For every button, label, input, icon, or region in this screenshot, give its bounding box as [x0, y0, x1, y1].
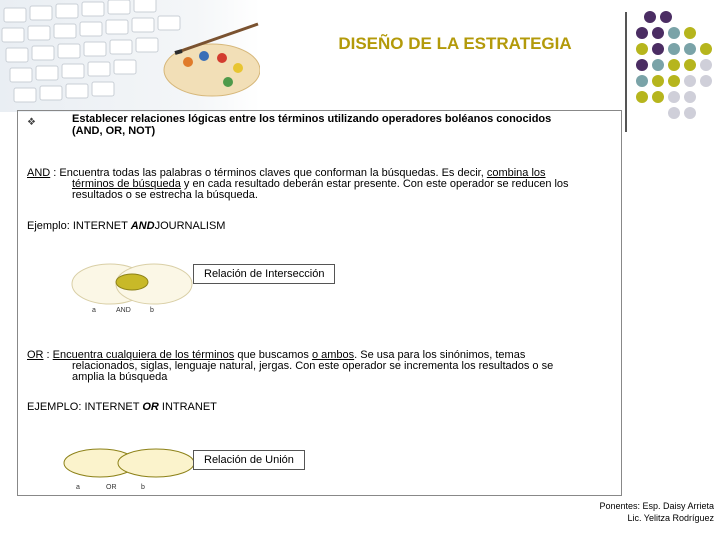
and-line-2: y en cada resultado deberán estar presente. Con este operador se reducen los: [180, 178, 569, 190]
dot: [668, 59, 680, 71]
vertical-divider: [625, 12, 627, 132]
or-line-1-end: . Se usa para los sinónimos, temas: [354, 349, 526, 361]
footer-line-1: Ponentes: Esp. Daisy Arrieta: [599, 501, 714, 511]
dot: [684, 107, 696, 119]
union-label-a: a: [76, 484, 80, 491]
and-example-prefix: Ejemplo: INTERNET: [27, 220, 131, 232]
intro-line-1: Establecer relaciones lógicas entre los términos utilizando operadores boléanos conocidos: [72, 113, 552, 125]
dot: [700, 59, 712, 71]
separator: :: [50, 167, 60, 179]
dot: [636, 27, 648, 39]
and-example-operator: AND: [130, 220, 155, 232]
dot: [652, 43, 664, 55]
dot: [668, 75, 680, 87]
footer-line-2: Lic. Yelitza Rodríguez: [627, 513, 714, 523]
or-description: [27, 350, 617, 383]
union-label-b: b: [141, 484, 145, 491]
and-line-1: Encuentra todas las palabras o términos claves que conforman la búsquedas. Es decir,: [59, 167, 487, 179]
and-term: AND: [27, 167, 51, 179]
dot: [644, 11, 656, 23]
union-label-or: OR: [106, 484, 117, 491]
or-line-3: amplia la búsqueda: [72, 371, 168, 383]
dot: [668, 107, 680, 119]
or-line-2: relacionados, siglas, lenguaje natural, jergas. Con este operador se incrementa los resultados o se: [72, 360, 554, 372]
diamond-bullet-icon: ❖: [27, 117, 36, 128]
dot: [684, 27, 696, 39]
intro-line-2: (AND, OR, NOT): [72, 125, 156, 137]
and-description: [27, 168, 617, 201]
dot: [636, 59, 648, 71]
dot: [700, 75, 712, 87]
or-line-1-underlined: Encuentra cualquiera de los términos: [52, 349, 235, 361]
venn-union-b: [118, 449, 194, 477]
and-line-1-underlined: combina los: [486, 167, 546, 179]
dot: [660, 11, 672, 23]
dot: [684, 75, 696, 87]
dot: [652, 75, 664, 87]
dot: [652, 59, 664, 71]
dot: [668, 43, 680, 55]
dot: [684, 91, 696, 103]
dot: [636, 75, 648, 87]
and-example-suffix: JOURNALISM: [154, 220, 226, 232]
union-label-box: Relación de Unión: [193, 450, 305, 470]
dot: [668, 91, 680, 103]
intro-text: [72, 113, 602, 137]
or-line-1-underlined-2: o ambos: [311, 349, 355, 361]
dot: [700, 43, 712, 55]
union-venn-diagram: [60, 446, 200, 480]
intersection-venn-diagram: [66, 262, 198, 306]
or-example-operator: OR: [142, 401, 159, 413]
and-line-3: resultados o se estrecha la búsqueda.: [72, 189, 258, 201]
dot: [668, 27, 680, 39]
dot-grid-decoration: [634, 8, 718, 120]
dot: [636, 91, 648, 103]
separator: :: [43, 349, 53, 361]
dot: [684, 59, 696, 71]
or-term: OR: [27, 349, 44, 361]
venn-label-a: a: [92, 307, 96, 314]
and-example: [27, 221, 225, 232]
or-example-prefix: EJEMPLO: INTERNET: [27, 401, 143, 413]
dot: [684, 43, 696, 55]
page-title: DISEÑO DE LA ESTRATEGIA: [338, 34, 572, 53]
dot: [652, 27, 664, 39]
dot: [652, 91, 664, 103]
or-line-1: que buscamos: [234, 349, 312, 361]
or-example: [27, 402, 217, 413]
venn-intersection: [116, 274, 148, 290]
dot: [636, 43, 648, 55]
footer-credits: [514, 500, 714, 524]
venn-label-and: AND: [116, 307, 131, 314]
intersection-label-box: Relación de Intersección: [193, 264, 335, 284]
or-example-suffix: INTRANET: [158, 401, 217, 413]
venn-label-b: b: [150, 307, 154, 314]
keyboard-palette-image: [0, 0, 260, 112]
and-line-2-underlined: términos de búsqueda: [72, 178, 181, 190]
